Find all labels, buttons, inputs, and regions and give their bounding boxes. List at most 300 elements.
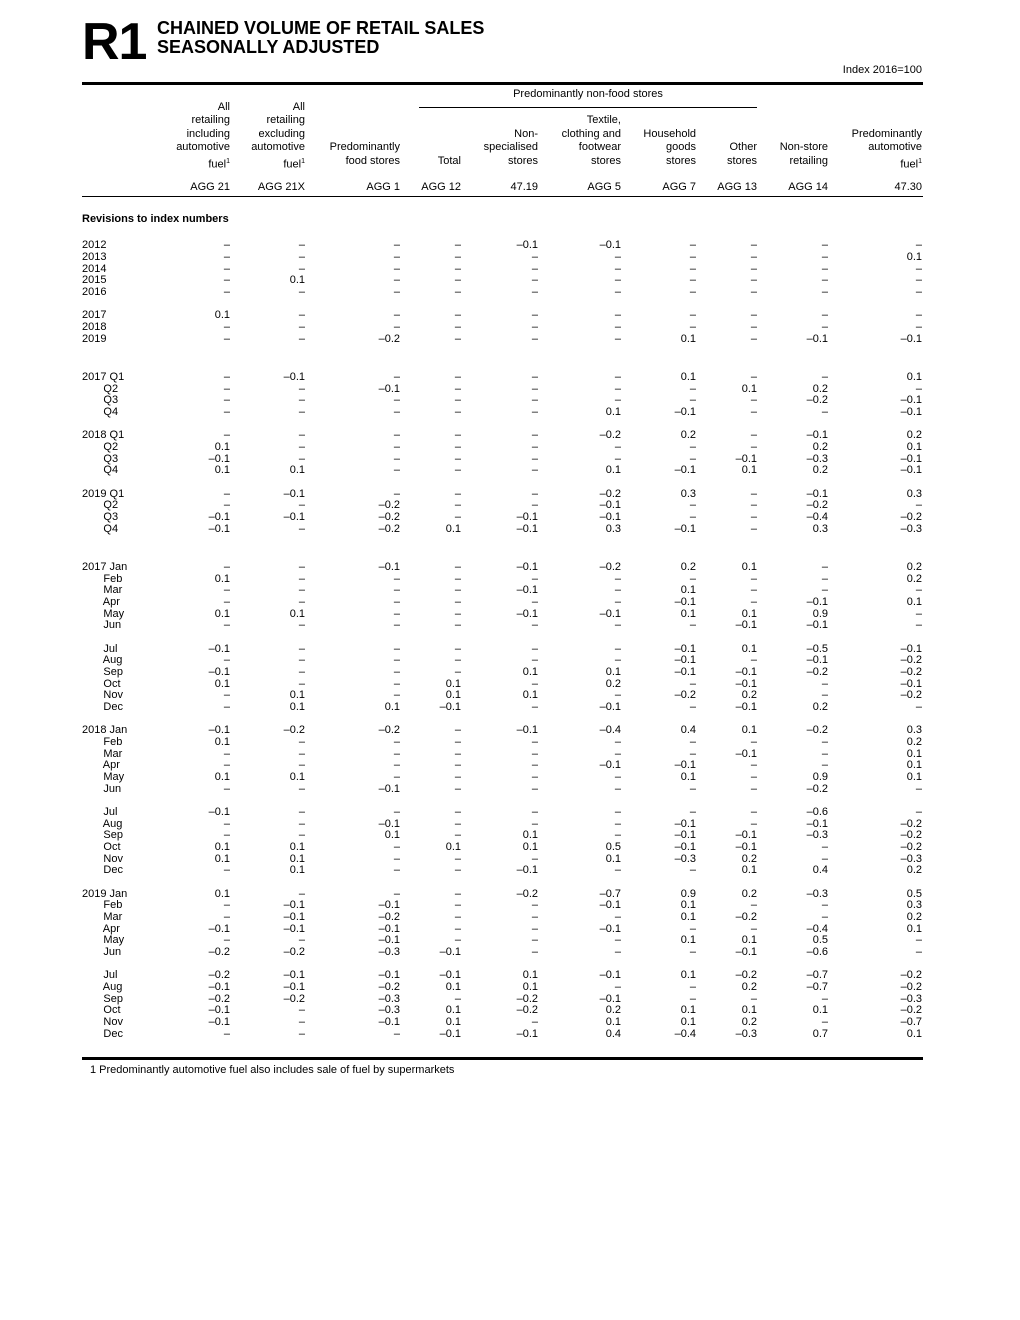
table-cell: – bbox=[454, 263, 461, 275]
table-cell: 0.1 bbox=[741, 561, 757, 573]
column-header-line: stores bbox=[727, 154, 757, 167]
row-label: Aug bbox=[82, 818, 123, 830]
column-header bbox=[727, 141, 757, 168]
footnote-marker: 1 bbox=[301, 157, 305, 165]
row-label: Q2 bbox=[82, 499, 119, 511]
table-cell: – bbox=[750, 923, 757, 935]
row-label: Feb bbox=[82, 736, 123, 748]
table-cell: 0.2 bbox=[741, 888, 757, 900]
table-cell: – bbox=[614, 643, 621, 655]
column-header-line: footwear bbox=[578, 141, 621, 153]
table-cell: 0.1 bbox=[445, 841, 461, 853]
row-label: Q3 bbox=[82, 394, 119, 406]
row-label: 2016 bbox=[82, 286, 107, 298]
table-cell: 0.1 bbox=[289, 608, 305, 620]
table-cell: – bbox=[454, 561, 461, 573]
table-cell: –0.1 bbox=[208, 453, 230, 465]
table-cell: – bbox=[750, 274, 757, 286]
row-label: Q2 bbox=[82, 441, 119, 453]
row-label: Jul bbox=[82, 969, 118, 981]
column-header-line: clothing and bbox=[561, 127, 621, 140]
table-cell: – bbox=[531, 771, 538, 783]
table-cell: 0.7 bbox=[812, 1028, 828, 1040]
table-cell: –0.2 bbox=[516, 1004, 538, 1016]
row-label: Q4 bbox=[82, 464, 119, 476]
table-cell: – bbox=[223, 394, 230, 406]
table-cell: – bbox=[689, 274, 696, 286]
table-cell: – bbox=[298, 666, 305, 678]
table-cell: –0.1 bbox=[283, 923, 305, 935]
column-code: 47.19 bbox=[510, 181, 538, 193]
table-cell: – bbox=[531, 309, 538, 321]
table-cell: – bbox=[454, 394, 461, 406]
header-rule bbox=[82, 196, 923, 197]
table-cell: – bbox=[454, 309, 461, 321]
table-cell: –0.2 bbox=[208, 946, 230, 958]
table-cell: –0.2 bbox=[806, 394, 828, 406]
table-cell: 0.2 bbox=[906, 561, 922, 573]
table-cell: – bbox=[689, 499, 696, 511]
column-code: AGG 5 bbox=[587, 181, 621, 193]
column-header bbox=[643, 128, 696, 169]
row-label: Q4 bbox=[82, 523, 119, 535]
table-cell: –0.3 bbox=[900, 523, 922, 535]
table-cell: –0.1 bbox=[208, 923, 230, 935]
table-cell: – bbox=[689, 806, 696, 818]
table-cell: – bbox=[750, 771, 757, 783]
table-cell: – bbox=[531, 251, 538, 263]
table-cell: – bbox=[298, 596, 305, 608]
table-cell: 0.1 bbox=[214, 888, 230, 900]
table-cell: – bbox=[614, 394, 621, 406]
table-cell: –0.7 bbox=[806, 969, 828, 981]
table-cell: – bbox=[223, 748, 230, 760]
table-cell: 0.1 bbox=[214, 608, 230, 620]
table-cell: – bbox=[750, 511, 757, 523]
table-cell: 0.1 bbox=[906, 923, 922, 935]
table-cell: – bbox=[531, 453, 538, 465]
column-header-line: food stores bbox=[345, 154, 400, 167]
table-cell: – bbox=[750, 488, 757, 500]
table-cell: – bbox=[821, 274, 828, 286]
row-label: 2012 bbox=[82, 239, 107, 251]
table-cell: – bbox=[531, 654, 538, 666]
table-cell: – bbox=[750, 371, 757, 383]
group-label-non-food: Predominantly non-food stores bbox=[513, 88, 663, 100]
table-cell: – bbox=[750, 251, 757, 263]
table-cell: – bbox=[614, 286, 621, 298]
table-cell: 0.2 bbox=[741, 1016, 757, 1028]
table-cell: 0.1 bbox=[680, 899, 696, 911]
table-cell: 0.1 bbox=[214, 841, 230, 853]
table-cell: – bbox=[298, 383, 305, 395]
table-cell: –0.4 bbox=[599, 724, 621, 736]
table-cell: 0.3 bbox=[906, 488, 922, 500]
table-cell: – bbox=[531, 596, 538, 608]
table-cell: 0.2 bbox=[906, 429, 922, 441]
table-cell: – bbox=[454, 724, 461, 736]
table-cell: 0.1 bbox=[522, 666, 538, 678]
table-cell: –0.1 bbox=[599, 511, 621, 523]
table-cell: –0.1 bbox=[674, 406, 696, 418]
table-cell: –0.1 bbox=[378, 923, 400, 935]
table-cell: – bbox=[393, 263, 400, 275]
table-cell: – bbox=[223, 899, 230, 911]
table-cell: – bbox=[223, 488, 230, 500]
table-cell: – bbox=[689, 383, 696, 395]
bottom-rule bbox=[82, 1057, 923, 1060]
table-cell: 0.1 bbox=[906, 371, 922, 383]
table-cell: – bbox=[223, 701, 230, 713]
table-cell: – bbox=[821, 736, 828, 748]
column-header-line: including bbox=[186, 127, 230, 140]
table-cell: –0.1 bbox=[378, 783, 400, 795]
row-label: Dec bbox=[82, 864, 123, 876]
table-cell: 0.1 bbox=[906, 759, 922, 771]
table-cell: –0.1 bbox=[208, 1016, 230, 1028]
table-cell: – bbox=[298, 654, 305, 666]
table-cell: –0.2 bbox=[208, 993, 230, 1005]
table-cell: – bbox=[393, 394, 400, 406]
table-cell: 0.3 bbox=[680, 488, 696, 500]
table-cell: –0.1 bbox=[735, 829, 757, 841]
table-cell: – bbox=[821, 853, 828, 865]
table-cell: –0.7 bbox=[599, 888, 621, 900]
row-label: 2018 Jan bbox=[82, 724, 128, 736]
table-cell: – bbox=[223, 829, 230, 841]
table-cell: – bbox=[689, 993, 696, 1005]
table-cell: –0.1 bbox=[599, 899, 621, 911]
table-cell: – bbox=[393, 888, 400, 900]
table-cell: –0.2 bbox=[900, 666, 922, 678]
table-cell: –0.1 bbox=[599, 608, 621, 620]
table-cell: – bbox=[689, 736, 696, 748]
row-label: Apr bbox=[82, 759, 120, 771]
table-cell: –0.1 bbox=[208, 643, 230, 655]
table-cell: – bbox=[750, 523, 757, 535]
table-cell: – bbox=[614, 263, 621, 275]
table-cell: –0.2 bbox=[283, 946, 305, 958]
table-cell: 0.1 bbox=[289, 274, 305, 286]
table-cell: – bbox=[689, 309, 696, 321]
table-cell: – bbox=[614, 864, 621, 876]
column-code: AGG 21X bbox=[257, 181, 305, 193]
table-cell: – bbox=[298, 1016, 305, 1028]
table-cell: – bbox=[614, 736, 621, 748]
table-cell: – bbox=[750, 584, 757, 596]
table-cell: – bbox=[393, 251, 400, 263]
table-cell: – bbox=[531, 923, 538, 935]
table-cell: – bbox=[614, 771, 621, 783]
table-cell: –0.1 bbox=[439, 946, 461, 958]
table-cell: 0.4 bbox=[812, 864, 828, 876]
table-cell: – bbox=[915, 499, 922, 511]
table-cell: – bbox=[531, 1016, 538, 1028]
table-cell: 0.1 bbox=[445, 1004, 461, 1016]
table-cell: 0.1 bbox=[680, 584, 696, 596]
table-cell: – bbox=[454, 806, 461, 818]
table-cell: –0.2 bbox=[283, 993, 305, 1005]
column-header-line: stores bbox=[508, 154, 538, 167]
table-cell: –0.2 bbox=[208, 969, 230, 981]
table-cell: – bbox=[614, 818, 621, 830]
table-cell: –0.1 bbox=[674, 464, 696, 476]
table-cell: – bbox=[223, 286, 230, 298]
table-cell: –0.3 bbox=[806, 888, 828, 900]
table-cell: 0.1 bbox=[741, 934, 757, 946]
table-cell: – bbox=[454, 383, 461, 395]
table-cell: 0.1 bbox=[445, 689, 461, 701]
table-cell: –0.2 bbox=[900, 654, 922, 666]
column-header-line: Textile, bbox=[586, 114, 621, 126]
table-cell: – bbox=[750, 759, 757, 771]
table-cell: – bbox=[298, 286, 305, 298]
table-cell: – bbox=[750, 993, 757, 1005]
column-header-line: specialised bbox=[483, 141, 538, 153]
table-cell: – bbox=[531, 619, 538, 631]
table-cell: –0.1 bbox=[378, 818, 400, 830]
table-cell: – bbox=[821, 759, 828, 771]
table-cell: –0.1 bbox=[900, 453, 922, 465]
table-cell: 0.1 bbox=[680, 911, 696, 923]
table-cell: – bbox=[223, 619, 230, 631]
table-cell: –0.1 bbox=[599, 239, 621, 251]
table-cell: – bbox=[531, 286, 538, 298]
table-cell: –0.1 bbox=[900, 464, 922, 476]
table-cell: – bbox=[393, 488, 400, 500]
table-cell: – bbox=[454, 654, 461, 666]
table-cell: – bbox=[915, 806, 922, 818]
table-cell: –0.1 bbox=[806, 654, 828, 666]
table-cell: 0.1 bbox=[741, 464, 757, 476]
table-cell: 0.1 bbox=[906, 596, 922, 608]
table-cell: – bbox=[614, 333, 621, 345]
table-cell: –0.1 bbox=[439, 1028, 461, 1040]
table-cell: 0.1 bbox=[384, 829, 400, 841]
row-label: 2017 Jan bbox=[82, 561, 128, 573]
table-cell: – bbox=[454, 853, 461, 865]
table-cell: –0.1 bbox=[674, 829, 696, 841]
table-cell: –0.1 bbox=[208, 724, 230, 736]
table-cell: 0.2 bbox=[680, 429, 696, 441]
table-cell: – bbox=[531, 748, 538, 760]
row-label: May bbox=[82, 608, 125, 620]
table-cell: 0.1 bbox=[445, 1016, 461, 1028]
table-cell: – bbox=[689, 239, 696, 251]
table-cell: –0.1 bbox=[806, 818, 828, 830]
footnote-marker: 1 bbox=[918, 157, 922, 165]
column-header-line: goods bbox=[666, 141, 696, 153]
column-header-line: Total bbox=[437, 154, 461, 167]
table-cell: – bbox=[298, 263, 305, 275]
table-cell: –0.1 bbox=[208, 666, 230, 678]
group-underline bbox=[419, 107, 757, 108]
table-cell: –0.1 bbox=[439, 969, 461, 981]
table-cell: –0.1 bbox=[599, 759, 621, 771]
column-header-line: Non- bbox=[514, 127, 538, 140]
table-cell: – bbox=[915, 934, 922, 946]
table-cell: – bbox=[689, 286, 696, 298]
table-cell: 0.3 bbox=[605, 523, 621, 535]
table-cell: 0.1 bbox=[522, 981, 538, 993]
table-cell: – bbox=[393, 608, 400, 620]
table-cell: 0.1 bbox=[522, 841, 538, 853]
column-header-line: stores bbox=[666, 154, 696, 167]
table-cell: – bbox=[531, 806, 538, 818]
column-header-line: automotive bbox=[868, 141, 922, 153]
row-label: 2015 bbox=[82, 274, 107, 286]
table-cell: – bbox=[821, 406, 828, 418]
table-cell: – bbox=[531, 736, 538, 748]
row-label: Apr bbox=[82, 596, 120, 608]
table-cell: 0.2 bbox=[812, 464, 828, 476]
table-cell: – bbox=[689, 783, 696, 795]
column-header bbox=[438, 155, 461, 169]
table-cell: – bbox=[614, 946, 621, 958]
row-label: Feb bbox=[82, 573, 123, 585]
table-cell: – bbox=[298, 1028, 305, 1040]
table-cell: – bbox=[750, 321, 757, 333]
table-cell: – bbox=[298, 251, 305, 263]
table-cell: –0.2 bbox=[900, 1004, 922, 1016]
table-cell: –0.1 bbox=[735, 619, 757, 631]
table-cell: –0.2 bbox=[900, 818, 922, 830]
table-cell: – bbox=[454, 239, 461, 251]
table-cell: 0.2 bbox=[680, 561, 696, 573]
row-label: Jun bbox=[82, 946, 122, 958]
table-cell: – bbox=[393, 464, 400, 476]
table-cell: – bbox=[689, 453, 696, 465]
table-cell: 0.5 bbox=[812, 934, 828, 946]
table-cell: – bbox=[750, 573, 757, 585]
table-cell: –0.1 bbox=[283, 488, 305, 500]
table-cell: –0.2 bbox=[516, 888, 538, 900]
table-cell: – bbox=[223, 371, 230, 383]
table-cell: –0.1 bbox=[599, 993, 621, 1005]
table-cell: – bbox=[223, 596, 230, 608]
table-cell: –0.1 bbox=[208, 981, 230, 993]
table-cell: – bbox=[454, 251, 461, 263]
table-cell: –0.1 bbox=[516, 724, 538, 736]
title-line-1: CHAINED VOLUME OF RETAIL SALES bbox=[157, 18, 485, 38]
table-cell: – bbox=[298, 406, 305, 418]
table-cell: –0.1 bbox=[378, 934, 400, 946]
table-cell: – bbox=[614, 619, 621, 631]
table-cell: 0.1 bbox=[214, 771, 230, 783]
table-cell: 0.1 bbox=[680, 608, 696, 620]
table-cell: – bbox=[393, 441, 400, 453]
table-cell: – bbox=[614, 829, 621, 841]
row-label: Sep bbox=[82, 666, 123, 678]
top-rule bbox=[82, 82, 923, 85]
table-cell: – bbox=[821, 841, 828, 853]
table-cell: – bbox=[223, 654, 230, 666]
column-header-line: excluding bbox=[258, 127, 305, 140]
row-label: 2014 bbox=[82, 263, 107, 275]
table-cell: –0.2 bbox=[806, 783, 828, 795]
column-header-line: automotive bbox=[176, 141, 230, 153]
table-cell: –0.1 bbox=[378, 899, 400, 911]
table-cell: –0.1 bbox=[439, 701, 461, 713]
table-cell: –0.3 bbox=[378, 946, 400, 958]
table-cell: 0.1 bbox=[445, 981, 461, 993]
table-cell: – bbox=[821, 286, 828, 298]
table-cell: – bbox=[393, 596, 400, 608]
table-cell: 0.1 bbox=[445, 678, 461, 690]
table-cell: – bbox=[915, 783, 922, 795]
column-header-line: fuel$^1$ bbox=[900, 157, 922, 171]
column-header-line: All bbox=[292, 100, 305, 113]
table-cell: – bbox=[614, 321, 621, 333]
table-cell: 0.2 bbox=[812, 441, 828, 453]
table-cell: – bbox=[821, 689, 828, 701]
table-cell: 0.9 bbox=[812, 608, 828, 620]
table-cell: – bbox=[454, 783, 461, 795]
table-cell: – bbox=[393, 643, 400, 655]
table-cell: – bbox=[689, 946, 696, 958]
table-cell: – bbox=[298, 453, 305, 465]
table-cell: 0.2 bbox=[906, 736, 922, 748]
footnote-marker: 1 bbox=[226, 157, 230, 165]
table-cell: – bbox=[531, 321, 538, 333]
table-cell: –0.1 bbox=[674, 841, 696, 853]
table-cell: – bbox=[531, 573, 538, 585]
table-cell: – bbox=[298, 321, 305, 333]
table-cell: –0.2 bbox=[599, 429, 621, 441]
row-label: 2018 Q1 bbox=[82, 429, 125, 441]
table-cell: – bbox=[298, 818, 305, 830]
table-cell: –0.3 bbox=[900, 993, 922, 1005]
table-cell: – bbox=[689, 263, 696, 275]
table-cell: –0.2 bbox=[900, 511, 922, 523]
table-cell: – bbox=[298, 499, 305, 511]
table-cell: – bbox=[454, 286, 461, 298]
table-cell: – bbox=[393, 748, 400, 760]
table-cell: – bbox=[454, 321, 461, 333]
table-cell: – bbox=[750, 239, 757, 251]
table-cell: –0.3 bbox=[674, 853, 696, 865]
table-cell: – bbox=[393, 771, 400, 783]
table-cell: – bbox=[454, 923, 461, 935]
column-code: AGG 21 bbox=[190, 181, 230, 193]
table-cell: –0.2 bbox=[599, 561, 621, 573]
row-label: 2013 bbox=[82, 251, 107, 263]
table-cell: – bbox=[298, 561, 305, 573]
table-cell: – bbox=[750, 441, 757, 453]
table-cell: – bbox=[614, 251, 621, 263]
table-cell: – bbox=[821, 263, 828, 275]
table-cell: – bbox=[750, 263, 757, 275]
table-cell: – bbox=[821, 251, 828, 263]
table-cell: – bbox=[223, 321, 230, 333]
table-cell: 0.2 bbox=[741, 689, 757, 701]
row-label: May bbox=[82, 771, 125, 783]
column-header-line: stores bbox=[591, 154, 621, 167]
table-cell: – bbox=[614, 383, 621, 395]
table-cell: – bbox=[393, 654, 400, 666]
table-cell: – bbox=[454, 511, 461, 523]
column-header-line: Other bbox=[729, 141, 757, 153]
table-cell: – bbox=[393, 853, 400, 865]
table-cell: –0.1 bbox=[516, 584, 538, 596]
table-cell: – bbox=[454, 406, 461, 418]
table-cell: 0.1 bbox=[680, 333, 696, 345]
table-cell: – bbox=[821, 584, 828, 596]
table-cell: – bbox=[454, 441, 461, 453]
table-cell: – bbox=[223, 911, 230, 923]
table-cell: – bbox=[915, 946, 922, 958]
table-cell: 0.1 bbox=[214, 736, 230, 748]
